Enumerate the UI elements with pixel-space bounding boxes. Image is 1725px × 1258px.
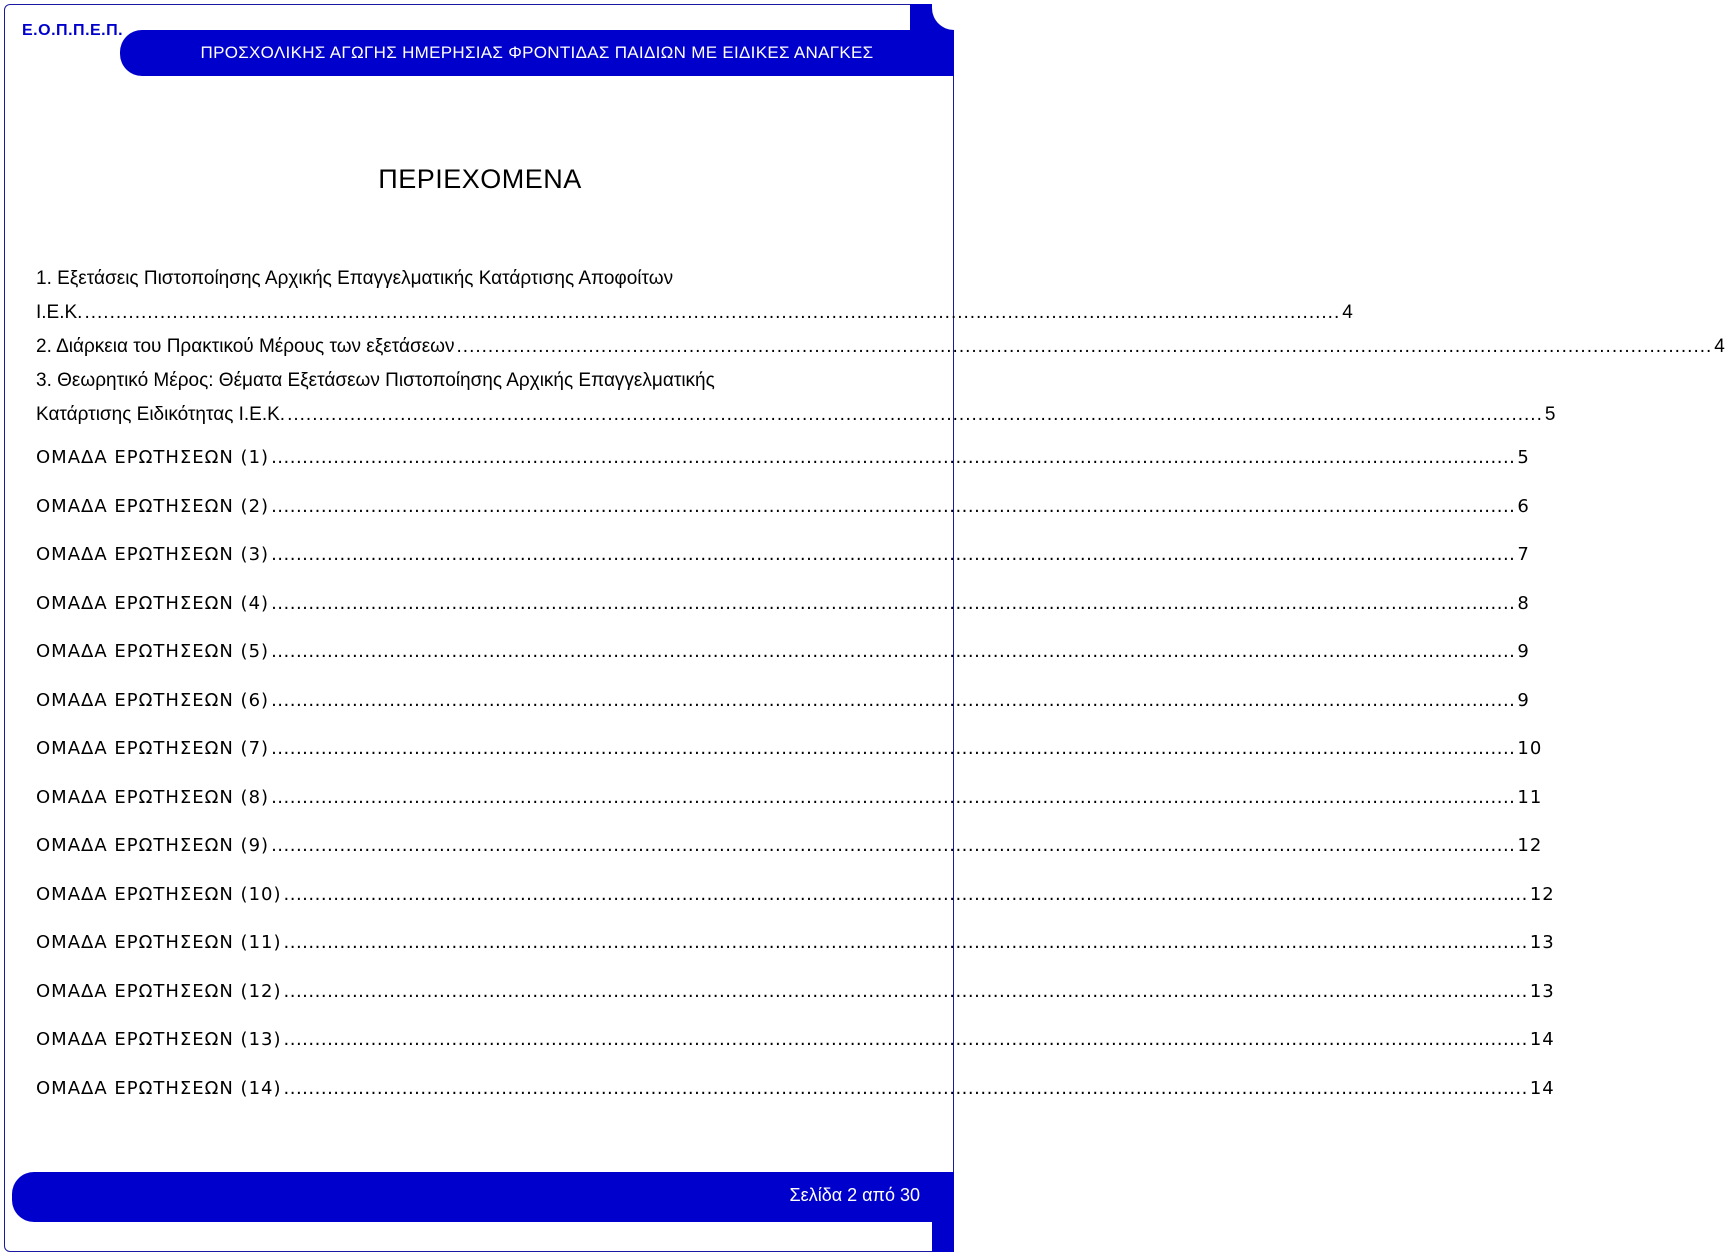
toc-group-page: 9	[1517, 689, 1530, 711]
toc-group-row[interactable]	[36, 628, 1530, 677]
toc-entry-1[interactable]	[36, 262, 1353, 330]
header-title: ΠΡΟΣΧΟΛΙΚΗΣ ΑΓΩΓΗΣ ΗΜΕΡΗΣΙΑΣ ΦΡΟΝΤΙΔΑΣ ΠΑΙΔΙΩΝ ΜΕ ΕΙΔΙΚΕΣ ΑΝΑΓΚΕΣ	[200, 43, 874, 62]
toc-group-label: ΟΜΑΔΑ ΕΡΩΤΗΣΕΩΝ (12)	[36, 980, 282, 1002]
leader-dots: ........................................................................................................................................................................................................	[271, 835, 1516, 856]
toc-group-page: 12	[1529, 883, 1555, 905]
leader-dots: ........................................................................................................................................................................................................	[271, 592, 1516, 614]
toc-group-page: 14	[1529, 1077, 1555, 1099]
leader-dots: ........................................................................................................................................................................................................	[283, 883, 1528, 905]
leader-dots: ........................................................................................................................................................................................................	[271, 544, 1516, 565]
toc-group-row[interactable]	[36, 919, 1555, 968]
toc-entry-2-label: 2. Διάρκεια του Πρακτικού Μέρους των εξετάσεων	[36, 336, 455, 357]
footer-notch	[932, 1222, 954, 1252]
toc-group-row[interactable]	[36, 871, 1555, 920]
toc-group-row[interactable]	[36, 580, 1530, 629]
page-title: ΠΕΡΙΕΧΟΜΕΝΑ	[378, 164, 582, 194]
header-bar	[120, 30, 954, 76]
leader-dots: ........................................................................................................................................................................................................	[271, 689, 1516, 711]
toc-group-row[interactable]	[36, 774, 1543, 823]
toc-group-row[interactable]	[36, 434, 1530, 483]
leader-dots: ........................................................................................................................................................................................................	[283, 1077, 1528, 1099]
toc-group-label: ΟΜΑΔΑ ΕΡΩΤΗΣΕΩΝ (6)	[36, 689, 270, 711]
toc-group-page: 11	[1517, 786, 1543, 808]
toc-group-page: 12	[1517, 835, 1543, 856]
toc-group-row[interactable]	[36, 968, 1555, 1017]
toc-group-row[interactable]	[36, 677, 1530, 726]
leader-dots: ........................................................................................................................................................................................................	[271, 738, 1516, 759]
toc-group-page: 9	[1517, 641, 1530, 662]
toc-group-row[interactable]	[36, 531, 1530, 580]
toc-group-label: ΟΜΑΔΑ ΕΡΩΤΗΣΕΩΝ (3)	[36, 544, 270, 565]
toc-group-label: ΟΜΑΔΑ ΕΡΩΤΗΣΕΩΝ (5)	[36, 641, 270, 662]
toc-entry-2-page: 4	[1714, 336, 1725, 357]
toc-group-label: ΟΜΑΔΑ ΕΡΩΤΗΣΕΩΝ (7)	[36, 738, 270, 759]
toc-group-page: 14	[1529, 1029, 1555, 1050]
toc-group-label: ΟΜΑΔΑ ΕΡΩΤΗΣΕΩΝ (10)	[36, 883, 282, 905]
table-of-contents	[36, 262, 1725, 1113]
page-number: Σελίδα 2 από 30	[789, 1185, 920, 1205]
leader-dots: ........................................................................................................................................................................................................	[456, 336, 1713, 357]
toc-group-label: ΟΜΑΔΑ ΕΡΩΤΗΣΕΩΝ (13)	[36, 1029, 282, 1050]
toc-group-label: ΟΜΑΔΑ ΕΡΩΤΗΣΕΩΝ (2)	[36, 495, 270, 517]
toc-group-page: 6	[1517, 495, 1530, 517]
toc-group-page: 13	[1529, 980, 1555, 1002]
org-acronym: Ε.Ο.Π.Π.Ε.Π.	[22, 22, 124, 39]
toc-group-page: 13	[1529, 932, 1555, 953]
toc-group-page: 5	[1517, 447, 1530, 468]
leader-dots: ........................................................................................................................................................................................................	[283, 932, 1528, 953]
toc-entry-3-line2: Κατάρτισης Ειδικότητας Ι.Ε.Κ.	[36, 404, 286, 425]
question-group-list	[36, 434, 1555, 1113]
leader-dots: ........................................................................................................................................................................................................	[287, 404, 1543, 425]
toc-group-label: ΟΜΑΔΑ ΕΡΩΤΗΣΕΩΝ (14)	[36, 1077, 282, 1099]
toc-entry-3-line1: 3. Θεωρητικό Μέρος: Θέματα Εξετάσεων Πιστοποίησης Αρχικής Επαγγελματικής	[36, 370, 715, 391]
toc-group-label: ΟΜΑΔΑ ΕΡΩΤΗΣΕΩΝ (9)	[36, 835, 270, 856]
toc-group-row[interactable]	[36, 822, 1543, 871]
toc-group-label: ΟΜΑΔΑ ΕΡΩΤΗΣΕΩΝ (1)	[36, 447, 270, 468]
toc-group-label: ΟΜΑΔΑ ΕΡΩΤΗΣΕΩΝ (11)	[36, 932, 282, 953]
toc-group-row[interactable]	[36, 725, 1543, 774]
toc-group-row[interactable]	[36, 1016, 1555, 1065]
toc-group-page: 10	[1517, 738, 1543, 759]
toc-group-label: ΟΜΑΔΑ ΕΡΩΤΗΣΕΩΝ (8)	[36, 786, 270, 808]
toc-group-row[interactable]	[36, 1065, 1555, 1114]
toc-group-page: 8	[1517, 592, 1530, 614]
toc-group-page: 7	[1517, 544, 1530, 565]
toc-group-label: ΟΜΑΔΑ ΕΡΩΤΗΣΕΩΝ (4)	[36, 592, 270, 614]
toc-entry-1-line2: Ι.Ε.Κ.	[36, 302, 83, 323]
leader-dots: ........................................................................................................................................................................................................	[271, 786, 1516, 808]
toc-entry-2[interactable]	[36, 330, 1725, 364]
toc-entry-1-page: 4	[1342, 302, 1353, 323]
leader-dots: ........................................................................................................................................................................................................	[283, 1029, 1528, 1050]
leader-dots: ........................................................................................................................................................................................................	[271, 447, 1516, 468]
leader-dots: ........................................................................................................................................................................................................	[84, 302, 1341, 323]
toc-entry-3[interactable]	[36, 364, 1556, 432]
toc-group-row[interactable]	[36, 483, 1530, 532]
toc-entry-1-line1: 1. Εξετάσεις Πιστοποίησης Αρχικής Επαγγελματικής Κατάρτισης Αποφοίτων	[36, 268, 674, 289]
leader-dots: ........................................................................................................................................................................................................	[283, 980, 1528, 1002]
leader-dots: ........................................................................................................................................................................................................	[271, 641, 1516, 662]
leader-dots: ........................................................................................................................................................................................................	[271, 495, 1516, 517]
toc-entry-3-page: 5	[1544, 404, 1556, 425]
